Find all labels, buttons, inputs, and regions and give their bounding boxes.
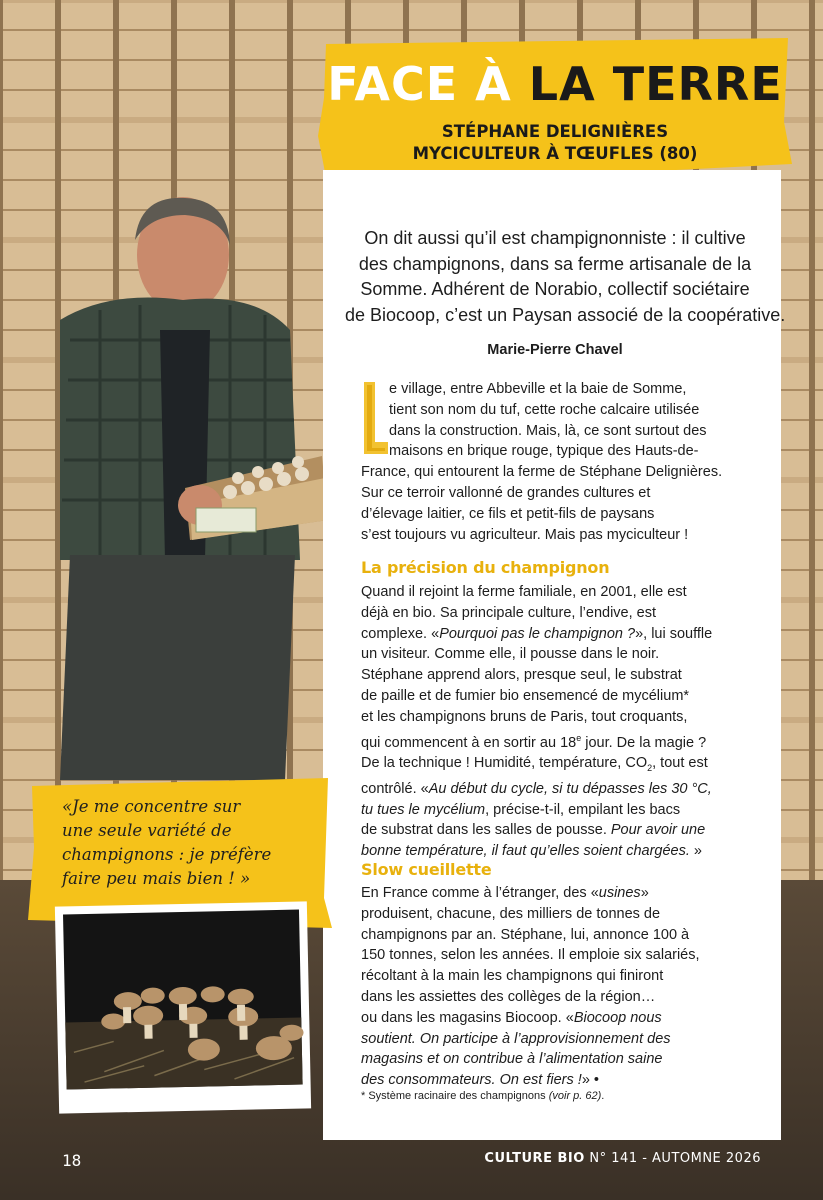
- body-line: 150 tonnes, selon les années. Il emploie six salariés,: [361, 947, 700, 964]
- text-run: », lui souffle: [635, 625, 713, 642]
- body-paragraph-2: [361, 582, 761, 862]
- page-number: 18: [62, 1151, 82, 1170]
- body-line: Quand il rejoint la ferme familiale, en 2001, elle est: [361, 584, 687, 600]
- text-run: contrôlé. «: [361, 780, 429, 797]
- quote-line: «Je me concentre sur: [62, 797, 241, 816]
- text-run: de substrat dans les salles de pousse.: [361, 822, 611, 839]
- body-line: [361, 779, 761, 800]
- subtitle-name: STÉPHANE DELIGNIÈRES: [441, 122, 669, 141]
- footnote-text: * Système racinaire des champignons: [361, 1090, 549, 1102]
- italic-run: usines: [598, 885, 641, 901]
- body-line: produisent, chacune, des milliers de tonnes de: [361, 905, 661, 922]
- body-line: récoltant à la main les champignons qui finiront: [361, 968, 664, 985]
- title-light: FACE À: [327, 57, 512, 111]
- quote-line: une seule variété de: [62, 821, 232, 840]
- mushroom-photo: [53, 900, 313, 1115]
- footnote-reference: (voir p. 62): [548, 1090, 602, 1102]
- intro-line: des champignons, dans sa ferme artisanale de la: [358, 253, 752, 274]
- body-line: dans la construction. Mais, là, ce sont surtout des: [389, 422, 707, 439]
- intro-paragraph: [345, 226, 786, 328]
- section-heading-precision: La précision du champignon: [361, 558, 610, 577]
- body-line: dans les assiettes des collèges de la région…: [361, 988, 656, 1005]
- magazine-folio: [484, 1151, 761, 1166]
- text-run: ou dans les magasins Biocoop. «: [361, 1009, 574, 1026]
- body-line: [361, 1070, 761, 1091]
- body-line: e village, entre Abbeville et la baie de Somme,: [389, 381, 687, 397]
- italic-run: Pour avoir une: [610, 822, 706, 839]
- text-run: De la technique ! Humidité, température, CO: [361, 755, 648, 772]
- text-run: , précise-t-il, empilant les bacs: [485, 801, 681, 818]
- quote-line: champignons : je préfère: [62, 845, 272, 864]
- intro-line: On dit aussi qu’il est champignonniste : il cultive: [364, 228, 746, 248]
- superscript: e: [576, 732, 582, 743]
- text-run: complexe. «: [361, 625, 440, 642]
- text-run: jour. De la magie ?: [581, 734, 707, 751]
- body-line: [361, 728, 761, 754]
- italic-run: Biocoop nous: [573, 1009, 662, 1026]
- body-line: d’élevage laitier, ce fils et petit-fils de paysans: [361, 505, 655, 522]
- text-run: »: [689, 843, 702, 860]
- body-line: déjà en bio. Sa principale culture, l’endive, est: [361, 604, 657, 621]
- italic-run: Au début du cycle, si tu dépasses les 30 °C,: [428, 780, 712, 797]
- text-run: , tout est: [652, 755, 708, 772]
- italic-run: des consommateurs. On est fiers !: [361, 1072, 582, 1089]
- italic-run: soutient. On participe à l’approvisionnement des: [361, 1030, 671, 1047]
- subscript: 2: [647, 763, 653, 774]
- body-line: [361, 820, 761, 841]
- body-line: s’est toujours vu agriculteur. Mais pas myciculteur !: [361, 526, 689, 543]
- footnote-end: .: [601, 1090, 605, 1102]
- footnote: [361, 1090, 604, 1102]
- subtitle-role: MYCICULTEUR À TŒUFLES (80): [412, 144, 698, 163]
- title-dark: LA TERRE: [528, 57, 783, 111]
- issue-info: N° 141 - AUTOMNE 2026: [584, 1151, 761, 1166]
- body-line: [361, 1008, 761, 1029]
- intro-line: de Biocoop, c’est un Paysan associé de la coopérative.: [345, 304, 786, 325]
- body-line: [361, 1049, 761, 1070]
- body-paragraph-1: [361, 379, 761, 545]
- italic-run: magasins et on contribue à l’alimentation saine: [361, 1051, 663, 1068]
- body-line: Stéphane apprend alors, presque seul, le substrat: [361, 667, 682, 684]
- body-line: tient son nom du tuf, cette roche calcaire utilisée: [389, 401, 700, 418]
- intro-line: Somme. Adhérent de Norabio, collectif sociétaire: [360, 279, 750, 299]
- text-run: »: [640, 885, 649, 901]
- body-paragraph-3: [361, 883, 761, 1091]
- text-run: qui commencent à en sortir au 18: [361, 734, 577, 751]
- magazine-name: CULTURE BIO: [484, 1151, 585, 1166]
- body-line: Sur ce terroir vallonné de grandes cultures et: [361, 484, 651, 501]
- text-run: » •: [581, 1072, 599, 1089]
- page-title: [318, 56, 792, 112]
- body-line: [361, 883, 761, 904]
- handwritten-quote: [62, 795, 322, 891]
- italic-run: tu tues le mycélium: [361, 801, 486, 818]
- body-line: [361, 841, 761, 862]
- body-line: [361, 800, 761, 821]
- title-banner: [318, 38, 792, 188]
- italic-run: Pourquoi pas le champignon ?: [439, 625, 636, 642]
- body-line: [361, 753, 761, 779]
- body-line: un visiteur. Comme elle, il pousse dans le noir.: [361, 646, 660, 663]
- body-line: de paille et de fumier bio ensemencé de mycélium*: [361, 687, 690, 704]
- text-run: En France comme à l’étranger, des «: [361, 885, 599, 901]
- body-line: [361, 1029, 761, 1050]
- italic-run: bonne température, il faut qu’elles soient chargées.: [361, 843, 690, 860]
- body-line: et les champignons bruns de Paris, tout croquants,: [361, 708, 688, 725]
- body-line: France, qui entourent la ferme de Stéphane Delignières.: [361, 464, 723, 481]
- body-line: [361, 624, 761, 645]
- author-byline: Marie-Pierre Chavel: [487, 342, 623, 358]
- body-line: champignons par an. Stéphane, lui, annonce 100 à: [361, 926, 690, 943]
- section-heading-slow-cueillette: Slow cueillette: [361, 860, 492, 879]
- quote-line: faire peu mais bien ! »: [62, 869, 251, 888]
- body-line: maisons en brique rouge, typique des Hauts-de-: [389, 443, 699, 460]
